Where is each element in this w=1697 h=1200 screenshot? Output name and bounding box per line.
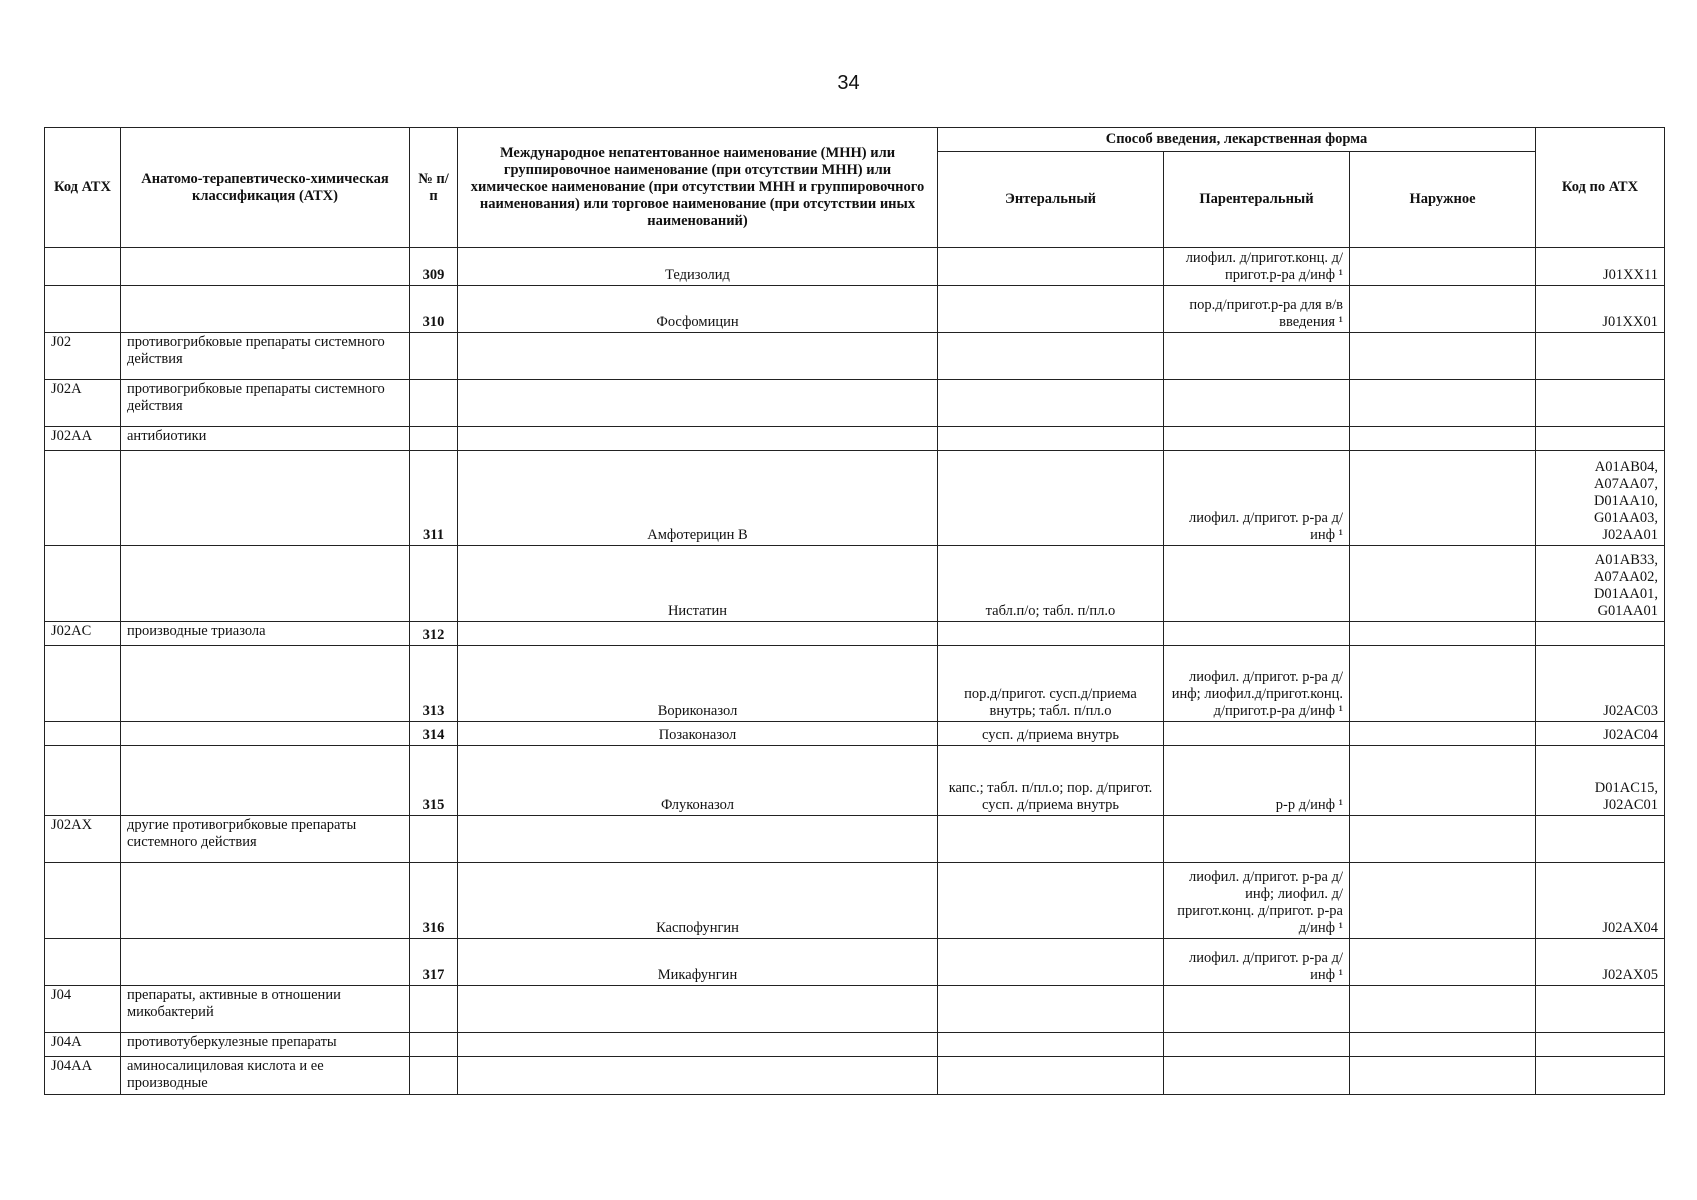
table-row [45,646,1665,722]
atx-code-cell [45,286,121,333]
external-form-cell [1350,1033,1536,1057]
classification-cell: аминосалициловая кислота и ее производные [121,1057,410,1095]
atc-code-cell: J01XX01 [1536,286,1665,333]
enteral-form-cell [938,1033,1164,1057]
atc-code-cell: A01AB04, A07AA07, D01AA10, G01AA03, J02AA01 [1536,451,1665,546]
enteral-form-cell [938,333,1164,380]
enteral-form-cell [938,427,1164,451]
external-form-cell [1350,546,1536,622]
atc-code-cell: A01AB33, A07AA02, D01AA01, G01AA01 [1536,546,1665,622]
table-row [45,380,1665,427]
table-row [45,248,1665,286]
external-form-cell [1350,746,1536,816]
atx-code-cell: J02 [45,333,121,380]
external-form-cell [1350,646,1536,722]
number-cell [410,816,458,863]
header-classification: Анатомо-терапевтическо-химическая классификация (АТХ) [121,128,410,248]
parenteral-form-cell: р-р д/инф ¹ [1164,746,1350,816]
parenteral-form-cell [1164,986,1350,1033]
table-row [45,546,1665,622]
atc-code-cell [1536,622,1665,646]
parenteral-form-cell: лиофил. д/пригот. р-ра д/инф; лиофил.д/пригот.конц. д/пригот.р-ра д/инф ¹ [1164,646,1350,722]
header-route-group: Способ введения, лекарственная форма [938,128,1536,152]
atc-code-cell [1536,1033,1665,1057]
table-row [45,816,1665,863]
external-form-cell [1350,863,1536,939]
enteral-form-cell [938,451,1164,546]
atx-code-cell: J04 [45,986,121,1033]
header-name: Международное непатентованное наименование (МНН) или группировочное наименование (при отсутствии МНН) или химическое наименование (при отсутствии МНН и группировочного наименования) или торговое наименование (при отсутствии иных наименований) [458,128,938,248]
drug-name-cell: Флуконазол [458,746,938,816]
drug-name-cell [458,1057,938,1095]
enteral-form-cell: табл.п/о; табл. п/пл.о [938,546,1164,622]
enteral-form-cell [938,286,1164,333]
atc-code-cell: J02AC04 [1536,722,1665,746]
external-form-cell [1350,248,1536,286]
enteral-form-cell [938,622,1164,646]
enteral-form-cell [938,1057,1164,1095]
number-cell: 317 [410,939,458,986]
classification-cell [121,248,410,286]
classification-cell [121,722,410,746]
classification-cell [121,546,410,622]
drug-name-cell [458,427,938,451]
atx-code-cell: J02AA [45,427,121,451]
atx-code-cell: J02AX [45,816,121,863]
table-row [45,863,1665,939]
number-cell: 312 [410,622,458,646]
header-number: № п/п [410,128,458,248]
atc-code-cell [1536,986,1665,1033]
drug-name-cell: Фосфомицин [458,286,938,333]
parenteral-form-cell: лиофил. д/пригот. р-ра д/инф; лиофил. д/пригот.конц. д/пригот. р-ра д/инф ¹ [1164,863,1350,939]
classification-cell: противотуберкулезные препараты [121,1033,410,1057]
drug-table [44,127,1665,1095]
drug-name-cell [458,816,938,863]
number-cell [410,1057,458,1095]
classification-cell [121,646,410,722]
table-row [45,333,1665,380]
enteral-form-cell: пор.д/пригот. сусп.д/приема внутрь; табл. п/пл.о [938,646,1164,722]
enteral-form-cell: сусп. д/приема внутрь [938,722,1164,746]
parenteral-form-cell [1164,722,1350,746]
page-number: 34 [837,72,860,94]
drug-name-cell [458,622,938,646]
atx-code-cell [45,646,121,722]
classification-cell: другие противогрибковые препараты системного действия [121,816,410,863]
atx-code-cell [45,248,121,286]
atx-code-cell [45,863,121,939]
atc-code-cell [1536,333,1665,380]
number-cell [410,427,458,451]
external-form-cell [1350,722,1536,746]
atc-code-cell [1536,1057,1665,1095]
number-cell: 310 [410,286,458,333]
drug-name-cell: Вориконазол [458,646,938,722]
number-cell: 309 [410,248,458,286]
classification-cell: противогрибковые препараты системного действия [121,333,410,380]
enteral-form-cell [938,863,1164,939]
drug-name-cell: Нистатин [458,546,938,622]
header-enteral: Энтеральный [938,152,1164,248]
number-cell [410,380,458,427]
parenteral-form-cell: лиофил. д/пригот.конц. д/пригот.р-ра д/инф ¹ [1164,248,1350,286]
atx-code-cell: J02AC [45,622,121,646]
number-cell: 313 [410,646,458,722]
classification-cell [121,939,410,986]
classification-cell [121,286,410,333]
external-form-cell [1350,939,1536,986]
enteral-form-cell [938,986,1164,1033]
parenteral-form-cell [1164,1057,1350,1095]
header-atc-code: Код по АТХ [1536,128,1665,248]
drug-name-cell [458,1033,938,1057]
table-row [45,451,1665,546]
drug-name-cell: Каспофунгин [458,863,938,939]
parenteral-form-cell [1164,816,1350,863]
table-row [45,986,1665,1033]
drug-name-cell [458,333,938,380]
atx-code-cell: J04A [45,1033,121,1057]
header-code: Код АТХ [45,128,121,248]
table-row [45,939,1665,986]
classification-cell [121,746,410,816]
header-parenteral: Парентеральный [1164,152,1350,248]
atc-code-cell: J02AX04 [1536,863,1665,939]
parenteral-form-cell [1164,333,1350,380]
parenteral-form-cell [1164,622,1350,646]
enteral-form-cell [938,380,1164,427]
number-cell: 316 [410,863,458,939]
atc-code-cell [1536,427,1665,451]
atc-code-cell: J01XX11 [1536,248,1665,286]
enteral-form-cell [938,816,1164,863]
classification-cell: препараты, активные в отношении микобактерий [121,986,410,1033]
enteral-form-cell: капс.; табл. п/пл.о; пор. д/пригот. сусп. д/приема внутрь [938,746,1164,816]
enteral-form-cell [938,248,1164,286]
parenteral-form-cell [1164,380,1350,427]
header-external: Наружное [1350,152,1536,248]
external-form-cell [1350,380,1536,427]
table-row [45,286,1665,333]
atx-code-cell [45,746,121,816]
parenteral-form-cell: лиофил. д/пригот. р-ра д/инф ¹ [1164,939,1350,986]
atx-code-cell [45,451,121,546]
number-cell [410,546,458,622]
external-form-cell [1350,427,1536,451]
atx-code-cell: J02A [45,380,121,427]
classification-cell: производные триазола [121,622,410,646]
external-form-cell [1350,622,1536,646]
drug-name-cell: Микафунгин [458,939,938,986]
parenteral-form-cell [1164,546,1350,622]
number-cell: 315 [410,746,458,816]
table-row [45,1033,1665,1057]
table-row [45,722,1665,746]
classification-cell [121,863,410,939]
atx-code-cell [45,546,121,622]
external-form-cell [1350,986,1536,1033]
drug-name-cell [458,380,938,427]
drug-name-cell: Тедизолид [458,248,938,286]
external-form-cell [1350,286,1536,333]
drug-name-cell [458,986,938,1033]
atc-code-cell: J02AX05 [1536,939,1665,986]
number-cell: 314 [410,722,458,746]
table-row [45,746,1665,816]
table-row [45,1057,1665,1095]
external-form-cell [1350,1057,1536,1095]
atc-code-cell [1536,380,1665,427]
atc-code-cell [1536,816,1665,863]
table-body [45,248,1665,1095]
parenteral-form-cell [1164,427,1350,451]
enteral-form-cell [938,939,1164,986]
number-cell [410,1033,458,1057]
number-cell [410,986,458,1033]
external-form-cell [1350,333,1536,380]
parenteral-form-cell [1164,1033,1350,1057]
external-form-cell [1350,451,1536,546]
atc-code-cell: D01AC15, J02AC01 [1536,746,1665,816]
table-row [45,427,1665,451]
atx-code-cell [45,939,121,986]
external-form-cell [1350,816,1536,863]
classification-cell: противогрибковые препараты системного действия [121,380,410,427]
drug-name-cell: Амфотерицин В [458,451,938,546]
number-cell [410,333,458,380]
atx-code-cell [45,722,121,746]
parenteral-form-cell: пор.д/пригот.р-ра для в/в введения ¹ [1164,286,1350,333]
number-cell: 311 [410,451,458,546]
atx-code-cell: J04AA [45,1057,121,1095]
atc-code-cell: J02AC03 [1536,646,1665,722]
classification-cell [121,451,410,546]
table-row [45,622,1665,646]
drug-name-cell: Позаконазол [458,722,938,746]
classification-cell: антибиотики [121,427,410,451]
parenteral-form-cell: лиофил. д/пригот. р-ра д/инф ¹ [1164,451,1350,546]
